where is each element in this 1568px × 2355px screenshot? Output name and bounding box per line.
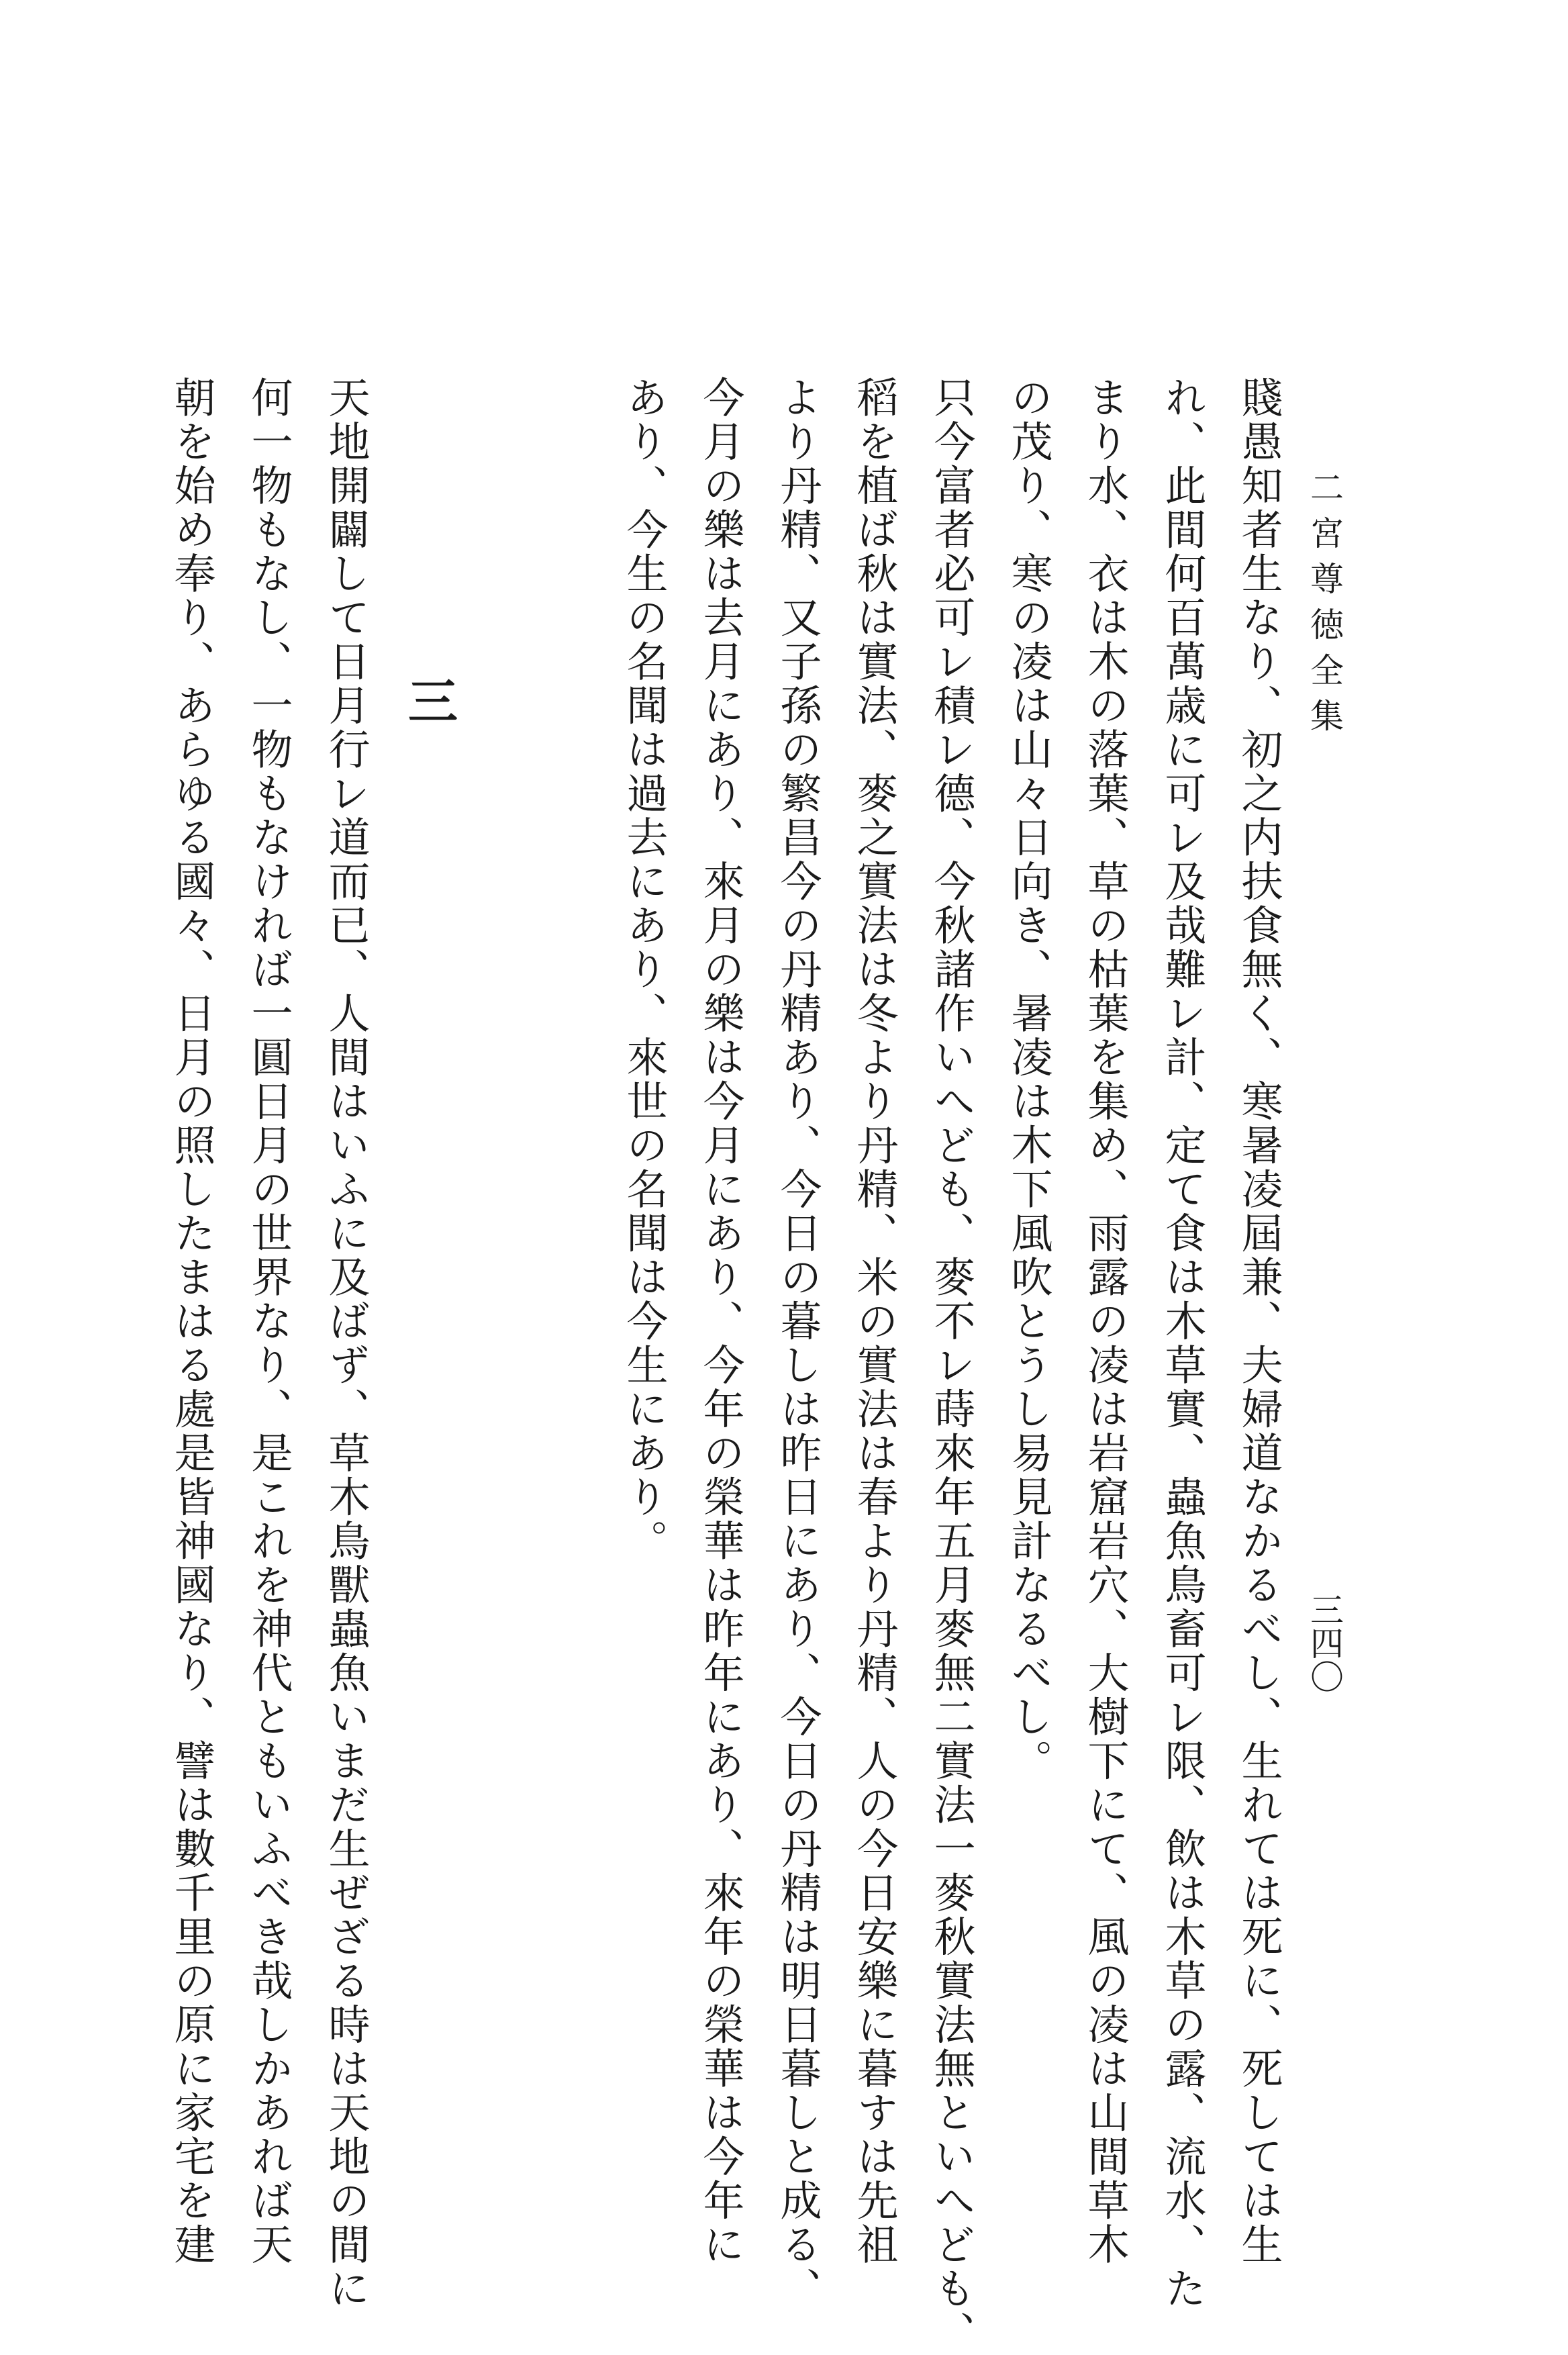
text-column: まり水、衣は木の落葉、草の枯葉を集め、雨露の凌は岩窟岩穴、大樹下にて、風の凌は山間草木	[1081, 376, 1130, 2267]
text-column: 今月の樂は去月にあり、來月の樂は今月にあり、今年の榮華は昨年にあり、來年の榮華は今年に	[696, 376, 745, 2267]
text-column: 賤愚知者生なり、初之内扶食無く、寒暑凌屆兼、夫婦道なかるべし、生れては死に、死しては生	[1234, 376, 1283, 2267]
text-column: 稻を植ば秋は實法、麥之實法は冬より丹精、米の實法は春より丹精、人の今日安樂に暮すは先祖	[850, 376, 899, 2267]
text-column: れ、此間何百萬歳に可レ及哉難レ計、定て食は木草實、蟲魚鳥畜可レ限、飲は木草の露、流水、た	[1158, 376, 1207, 2311]
section-heading: 三	[400, 675, 458, 725]
text-column: の茂り、寒の凌は山々日向き、暑凌は木下風吹とうし易見計なるべし。	[1004, 376, 1053, 1783]
running-header-title: 二宮尊徳全集	[1305, 470, 1344, 744]
text-column: 天地開闢して日月行レ道而已、人間はいふに及ばず、草木鳥獸蟲魚いまだ生ぜざる時は天地の間に	[322, 376, 371, 2311]
text-column: より丹精、又子孫の繁昌今の丹精あり、今日の暮しは昨日にあり、今日の丹精は明日暮しと成る、	[773, 376, 822, 2311]
page-number: 三四〇	[1305, 1592, 1344, 1693]
text-column: 何一物もなし、一物もなければ一圓日月の世界なり、是これを神代ともいふべき哉しかあれば天	[244, 376, 293, 2267]
text-column: 只今富者必可レ積レ德、今秋諸作いへども、麥不レ蒔來年五月麥無二實法一麥秋實法無といへども、	[927, 376, 976, 2355]
text-column: あり、今生の名聞は過去にあり、來世の名聞は今生にあり。	[620, 376, 669, 1564]
text-column: 朝を始め奉り、あらゆる國々、日月の照したまはる處是皆神國なり、譬は數千里の原に家宅を建	[167, 376, 216, 2267]
